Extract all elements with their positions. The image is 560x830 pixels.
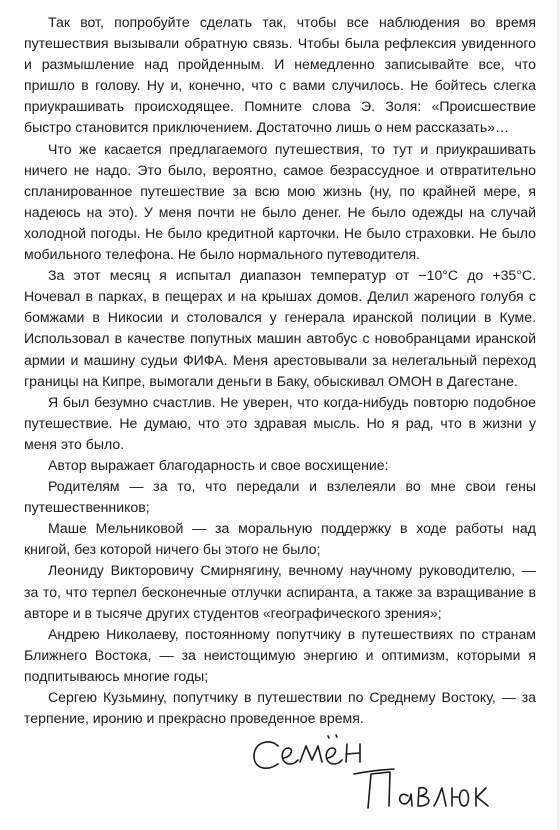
signature-stroke	[346, 744, 360, 762]
signature-stroke	[434, 788, 446, 806]
paragraph-happiness: Я был безумно счастлив. Не уверен, что когда-нибудь повторю подобное путешествие. Не думаю, что это здравая мысль. Но я рад, что в жизни у меня это было.	[24, 393, 536, 452]
paragraph-observations: Так вот, попробуйте сделать так, чтобы все наблюдения во время путешествия вызывали обратную связь. Чтобы была рефлексия увиденного и размышление над пройденным. И немедленно записывайте все, что пришло в голову. Ну и, конечно, что с вами случилось. Не бойтесь слегка приукрашивать происходящее. Помните слова Э. Золя: «Происшествие быстро становится приключением. Достаточно лишь о нем рассказать»…	[24, 14, 536, 136]
acknowledgement-parents: Родителям — за то, что передали и взлелеяли во мне свои гены путешественников;	[24, 478, 536, 516]
acknowledgement-sergey: Сергею Кузьмину, попутчику в путешествии по Среднему Востоку, — за терпение, иронию и прекрасно проведенное время.	[24, 689, 536, 727]
author-signature	[248, 722, 508, 812]
acknowledgement-andrey: Андрею Николаеву, постоянному попутчику в путешествиях по странам Ближнего Востока, — за неистощимую энергию и оптимизм, которыми я подпитываюсь многие годы;	[24, 625, 536, 684]
paragraph-experiences: За этот месяц я испытал диапазон температур от −10°С до +35°С. Ночевал в парках, в пещерах и на крышах домов. Делил жареного голубя с бомжами в Никосии и столовался у генерала иранской полиции в Куме. Использовал в качестве попутных машин автобус с новобранцами иранской армии и машину судьи ФИФА. Меня арестовывали за нелегальный переход границы на Кипре, вымогали деньги в Баку, обыскивал ОМОН в Дагестане.	[24, 267, 536, 389]
signature-stroke	[254, 742, 278, 768]
signature-stroke	[460, 790, 469, 806]
paragraph-journey: Что же касается предлагаемого путешествия, то тут и приукрашивать ничего не надо. Это было, вероятно, самое безрассудное и отвратительно спланированное путешествие за всю мою жизнь (ну, по крайней мере, я надеюсь на это). У меня почти не было денег. Не было одежды на случай холодной погоды. Не было кредитной карточки. Не было страховки. Не было мобильного телефона. Не было нормального путеводителя.	[24, 140, 536, 263]
signature-stroke	[452, 788, 458, 806]
signature-stroke	[400, 794, 412, 806]
signature-stroke	[328, 735, 337, 738]
signature-stroke	[368, 772, 390, 808]
acknowledgements-heading: Автор выражает благодарность и свое восхищение:	[48, 456, 389, 473]
acknowledgement-masha: Маше Мельниковой — за моральную поддержку в ходе работы над книгой, без которой ничего бы этого не было;	[24, 520, 536, 558]
acknowledgement-leonid: Леониду Викторовичу Смирнягину, вечному научному руководителю, — за то, что терпел бесконечные отлучки аспиранта, а также за взращивание в авторе и в тысяче других студентов «географического зрения»;	[24, 562, 536, 621]
signature-stroke	[418, 788, 429, 806]
signature-stroke	[282, 748, 298, 764]
signature-stroke	[300, 746, 322, 762]
signature-stroke	[326, 748, 342, 764]
document-page	[24, 12, 536, 729]
signature-stroke	[476, 788, 488, 806]
